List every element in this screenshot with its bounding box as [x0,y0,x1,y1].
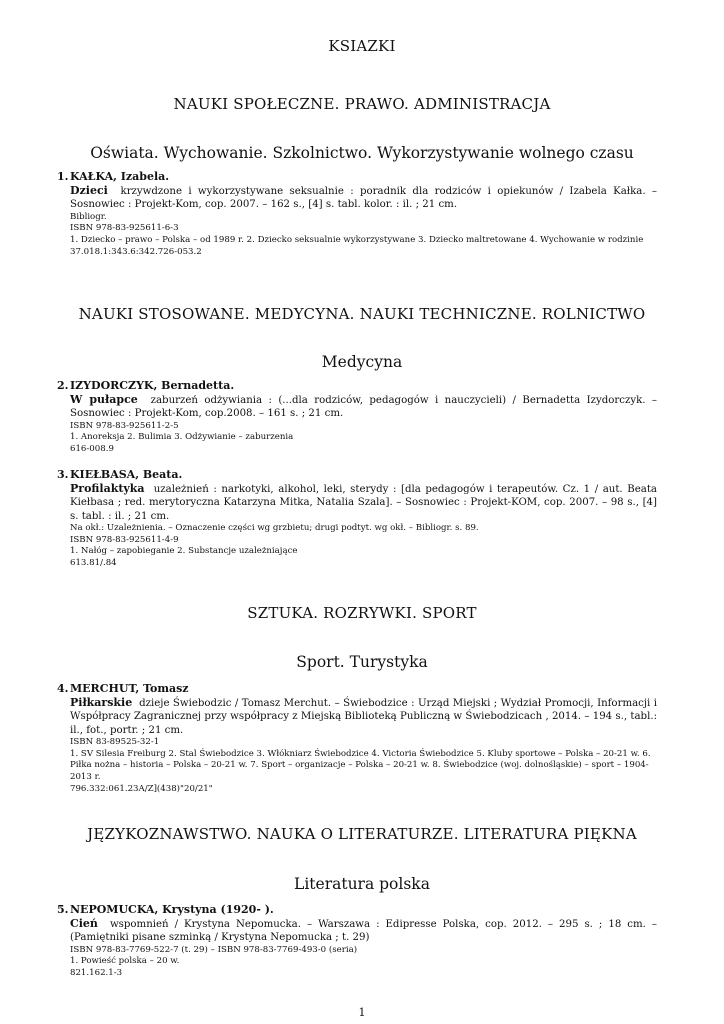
entry-description: dzieje Świebodzic / Tomasz Merchut. – Świebodzice : Urząd Miejski ; Wydział Promocji, Informacji i Współpracy Zagranicznej przy współpracy z Miejską Biblioteką Publiczną w Świebodzicach , 2014. – 194 s., tabl.: il., fot., portr. ; 21 cm. [70,698,657,736]
entry-description: uzależnień : narkotyki, alkohol, leki, sterydy : [dla pedagogów i terapeutów. Cz. 1 / aut. Beata Kiełbasa ; red. merytoryczna Katarzyna Mitka, Natalia Szala]. – Sosnowiec : Projekt-KOM, cop. 2007. – 98 s., [4] s. tabl. : il. ; 21 cm. [70,484,657,522]
entry-subjects: 1. Dziecko – prawo – Polska – od 1989 r. 2. Dziecko seksualnie wykorzystywane 3. Dziecko maltretowane 4. Wychowanie w rodzinie [70,235,644,245]
entry-udc: 821.162.1-3 [70,968,123,978]
entry-isbn: ISBN 83-89525-32-1 [70,737,160,748]
page-number: 1 [358,1006,366,1019]
entry-isbn: ISBN 978-83-7769-522-7 (t. 29) – ISBN 978-83-7769-493-0 (seria) [70,944,358,955]
entry-subjects: 1. Anoreksja 2. Bulimia 3. Odżywianie – zaburzenia [70,432,294,443]
section-heading: SZTUKA. ROZRYWKI. SPORT [247,604,477,622]
entry-subjects: 1. SV Silesia Freiburg 2. Stal Świebodzice 3. Włókniarz Świebodzice 4. Victoria Świebodzice 5. Kluby sportowe – Polska – 20-21 w. 6. Piłka nożna – historia – Polska – 20-21 w. 7. Sport – organizacje – Polska – 20-21 w. 8. Świebodzice (woj. dolnośląskie) – sport – 1904-2013 r. [70,748,651,782]
entry-number: 5. [57,903,69,916]
entry-subjects: 1. Nałóg – zapobieganie 2. Substancje uzależniające [70,546,298,557]
entry-udc: 796.332:061.23A/Z](438)"20/21" [70,783,213,794]
entry-number: 2. [57,379,69,392]
entry-number: 1. [57,170,69,183]
entry-isbn: ISBN 978-83-925611-6-3 [70,223,179,234]
section-heading: JĘZYKOZNAWSTWO. NAUKA O LITERATURZE. LITERATURA PIĘKNA [87,825,637,843]
entry-title: Cień [70,917,98,930]
entry-isbn: ISBN 978-83-925611-2-5 [70,420,179,431]
entry-note: Na okł.: Uzależnienia. – Oznaczenie części wg grzbietu; drugi podtyt. wg okł. – Bibliogr. s. 89. [70,523,479,534]
entry-udc: 616-008.9 [70,444,114,454]
entry-author: MERCHUT, Tomasz [70,682,189,695]
entry-title: Dzieci [70,184,108,197]
section-subheading: Oświata. Wychowanie. Szkolnictwo. Wykorzystywanie wolnego czasu [90,144,634,162]
entry-udc: 613.81/.84 [70,558,117,568]
section-subheading: Literatura polska [294,875,430,893]
entry-isbn: ISBN 978-83-925611-4-9 [70,534,179,545]
section-heading: NAUKI STOSOWANE. MEDYCYNA. NAUKI TECHNICZNE. ROLNICTWO [78,305,646,323]
section-heading: NAUKI SPOŁECZNE. PRAWO. ADMINISTRACJA [173,95,551,113]
entry-author: KIEŁBASA, Beata. [70,468,183,481]
entry-note: Bibliogr. [70,211,107,222]
entry-number: 4. [57,682,69,695]
entry-author: NEPOMUCKA, Krystyna (1920- ). [70,903,274,916]
entry-udc: 37.018.1:343.6:342.726-053.2 [70,246,202,257]
entry-description: wspomnień / Krystyna Nepomucka. – Warszawa : Edipresse Polska, cop. 2012. – 295 s. ; 18 cm. – (Pamiętniki pisane szminką / Krystyna Nepomucka ; t. 29) [70,919,657,944]
entry-number: 3. [57,468,69,481]
section-subheading: Sport. Turystyka [296,653,428,671]
entry-author: KAŁKA, Izabela. [70,170,170,183]
entry-description: krzywdzone i wykorzystywane seksualnie : poradnik dla rodziców i opiekunów / Izabela Kałka. – Sosnowiec : Projekt-Kom, cop. 2007. – 162 s., [4] s. tabl. kolor. : il. ; 21 cm. [70,186,657,211]
document-title: KSIAZKI [328,37,396,55]
entry-title: Profilaktyka [70,482,145,495]
entry-subjects: 1. Powieść polska – 20 w. [70,956,180,967]
entry-author: IZYDORCZYK, Bernadetta. [70,379,235,392]
entry-title: Piłkarskie [70,696,133,709]
entry-description: zaburzeń odżywiania : (...dla rodziców, pedagogów i nauczycieli) / Bernadetta Izydorczyk. – Sosnowiec : Projekt-Kom, cop.2008. – 161 s. ; 21 cm. [70,395,658,420]
entry-title: W pułapce [70,393,138,406]
section-subheading: Medycyna [321,353,403,371]
